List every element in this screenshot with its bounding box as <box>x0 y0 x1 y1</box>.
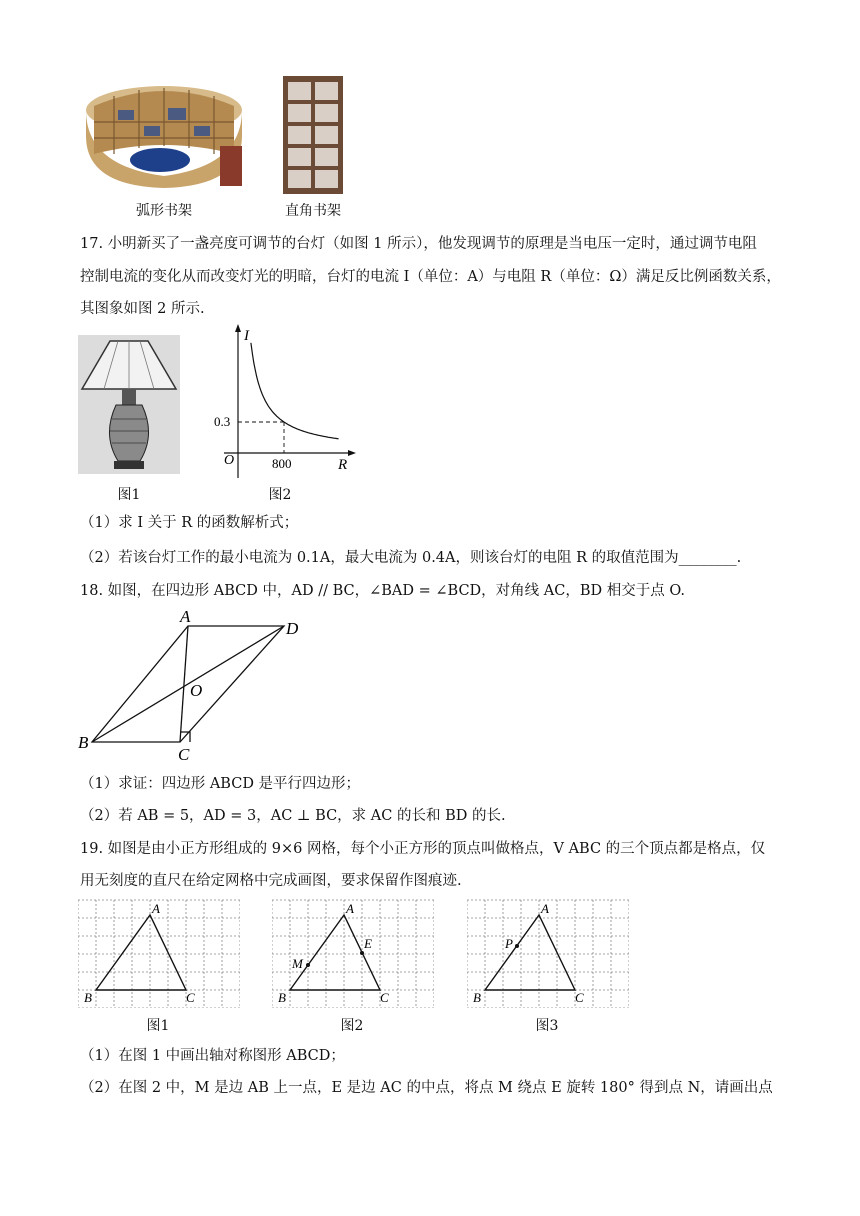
curved-bookshelf-caption: 弧形书架 <box>136 203 192 219</box>
q19-part-2: （2）在图 2 中，M 是边 AB 上一点，E 是边 AC 的中点，将点 M 绕点 E 旋转 180° 得到点 N，请画出点 <box>80 1080 773 1096</box>
fig2-caption-q19: 图2 <box>340 1018 364 1034</box>
q19-line-2: 用无刻度的直尺在给定网格中完成画图，要求保留作图痕迹. <box>80 873 462 889</box>
fig2-label-c: C <box>380 990 389 1005</box>
graph-y-label: I <box>244 328 249 344</box>
grid-figure-1 <box>78 898 240 1008</box>
point-a-label: A <box>180 608 191 626</box>
fig2-label-b: B <box>278 990 286 1005</box>
straight-bookshelf-image <box>283 76 343 194</box>
fig1-label-b: B <box>84 990 92 1005</box>
fig1-caption-q17: 图1 <box>117 487 141 503</box>
graph-origin-label: O <box>224 453 235 468</box>
fig1-label-c: C <box>186 990 195 1005</box>
fig2-caption-q17: 图2 <box>268 487 292 503</box>
point-b-label: B <box>78 733 89 752</box>
fig3-label-a: A <box>541 901 549 916</box>
inverse-function-graph <box>210 322 360 480</box>
fig1-label-a: A <box>152 901 160 916</box>
parallelogram-figure <box>74 608 314 764</box>
point-e-dot <box>360 951 364 955</box>
fig3-label-b: B <box>473 990 481 1005</box>
point-o-label: O <box>190 681 203 700</box>
fig2-label-e: E <box>364 936 372 951</box>
q19-part-1: （1）在图 1 中画出轴对称图形 ABCD； <box>80 1048 345 1064</box>
fig2-label-m: M <box>292 956 303 971</box>
fig3-caption-q19: 图3 <box>535 1018 559 1034</box>
graph-x-label: R <box>338 457 348 473</box>
point-m-dot <box>306 963 310 967</box>
q17-line-1: 17. 小明新买了一盏亮度可调节的台灯（如图 1 所示），他发现调节的原理是当电压一定时，通过调节电阻 <box>80 236 757 252</box>
graph-y-tick: 0.3 <box>214 414 231 429</box>
point-p-dot <box>515 944 519 948</box>
q18-part-1: （1）求证：四边形 ABCD 是平行四边形； <box>80 776 361 792</box>
q18-line-1: 18. 如图，在四边形 ABCD 中，AD // BC，∠BAD = ∠BCD，对角线 AC，BD 相交于点 O. <box>80 583 685 599</box>
fig2-label-a: A <box>346 901 354 916</box>
grid-figure-2 <box>272 898 434 1008</box>
curved-bookshelf-image <box>84 76 244 194</box>
q19-line-1: 19. 如图是由小正方形组成的 9×6 网格，每个小正方形的顶点叫做格点，V ABC 的三个顶点都是格点，仅 <box>80 841 766 857</box>
grid-figure-3 <box>467 898 629 1008</box>
q17-line-2: 控制电流的变化从而改变灯光的明暗，台灯的电流 I（单位：A）与电阻 R（单位：Ω）满足反比例函数关系， <box>80 269 781 285</box>
point-c-label: C <box>178 745 190 764</box>
inverse-curve <box>251 343 339 439</box>
q18-part-2: （2）若 AB = 5，AD = 3，AC ⊥ BC，求 AC 的长和 BD 的长. <box>80 808 506 824</box>
q17-line-3: 其图象如图 2 所示. <box>80 301 205 317</box>
straight-bookshelf-caption: 直角书架 <box>285 203 341 219</box>
q17-part-2: （2）若该台灯工作的最小电流为 0.1A，最大电流为 0.4A，则该台灯的电阻 R 的取值范围为________. <box>80 550 742 566</box>
q17-part-1: （1）求 I 关于 R 的函数解析式； <box>80 515 299 531</box>
point-d-label: D <box>286 619 299 638</box>
graph-x-tick: 800 <box>272 456 292 471</box>
fig1-caption-q19: 图1 <box>146 1018 170 1034</box>
fig3-label-p: P <box>505 936 513 951</box>
desk-lamp-image <box>78 335 180 474</box>
fig3-label-c: C <box>575 990 584 1005</box>
